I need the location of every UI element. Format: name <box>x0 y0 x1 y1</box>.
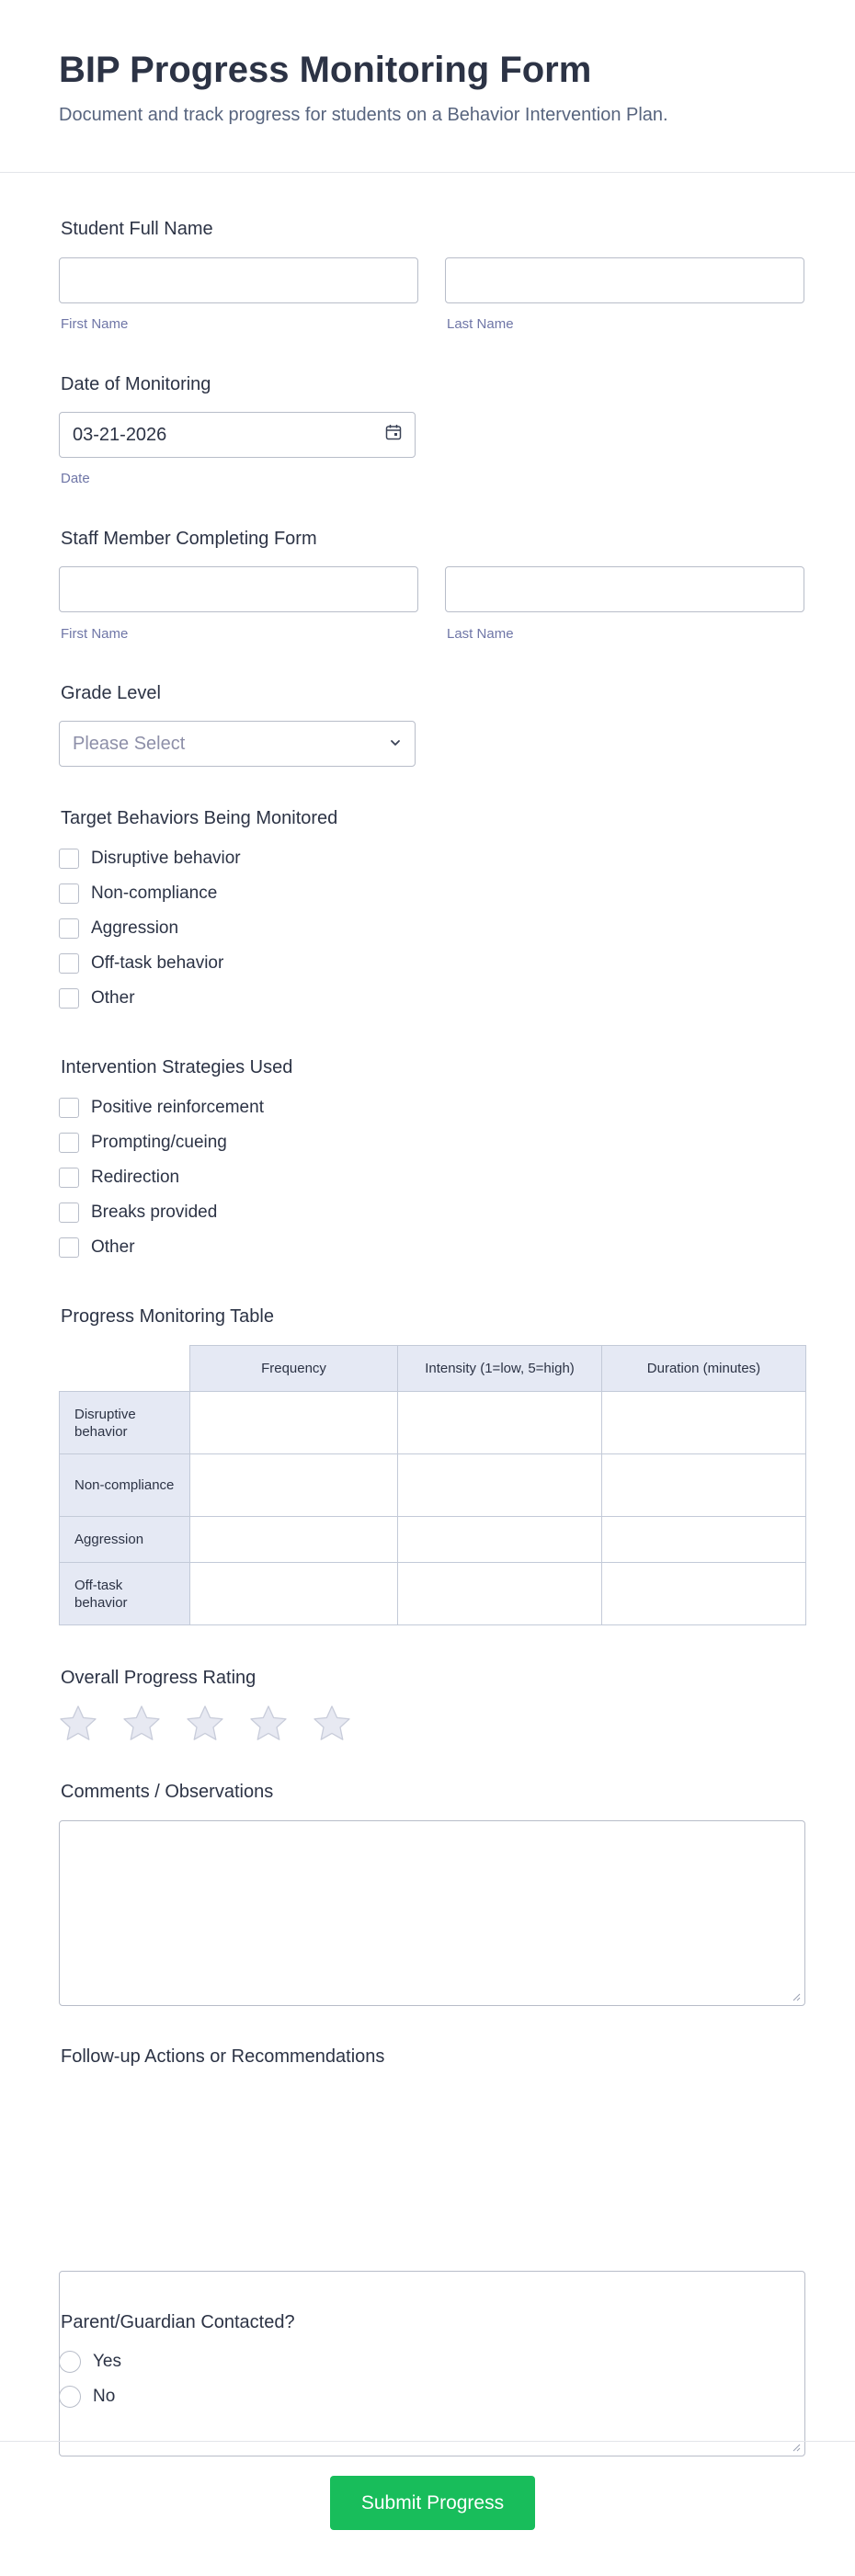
table-corner <box>60 1346 190 1392</box>
staff-name-label: Staff Member Completing Form <box>61 529 317 549</box>
table-row <box>60 1454 806 1517</box>
checkbox[interactable] <box>59 1237 79 1258</box>
date-value: 03-21-2026 <box>73 424 167 445</box>
column-header: Duration (minutes) <box>602 1346 806 1392</box>
checkbox[interactable] <box>59 1203 79 1223</box>
option-label: Yes <box>93 2352 121 2371</box>
progress-table-label: Progress Monitoring Table <box>61 1306 274 1327</box>
option-label: Prompting/cueing <box>91 1133 227 1152</box>
table-row <box>60 1392 806 1454</box>
staff-last-name-input[interactable] <box>445 566 804 612</box>
star-rating <box>59 1704 376 1743</box>
grade-select[interactable] <box>59 721 416 767</box>
table-cell-input[interactable] <box>398 1454 602 1517</box>
radio-option-yes[interactable] <box>59 2344 121 2379</box>
grade-placeholder: Please Select <box>73 733 186 754</box>
checkbox[interactable] <box>59 883 79 904</box>
star-icon[interactable] <box>122 1704 161 1743</box>
checkbox[interactable] <box>59 1168 79 1188</box>
comments-textarea[interactable] <box>59 1820 805 2006</box>
table-cell-input[interactable] <box>602 1563 806 1625</box>
student-last-name-input[interactable] <box>445 257 804 303</box>
table-cell-input[interactable] <box>190 1517 398 1563</box>
option-label: Redirection <box>91 1168 180 1187</box>
comments-label: Comments / Observations <box>61 1782 274 1802</box>
option-label: Other <box>91 988 135 1008</box>
row-header: Off-task behavior <box>60 1563 190 1625</box>
parent-contacted-label: Parent/Guardian Contacted? <box>61 2312 295 2332</box>
checkbox[interactable] <box>59 988 79 1009</box>
resize-handle-icon[interactable] <box>792 2443 801 2452</box>
rating-label: Overall Progress Rating <box>61 1668 256 1688</box>
row-header: Non-compliance <box>60 1454 190 1517</box>
footer-divider <box>0 2441 855 2442</box>
followup-label: Follow-up Actions or Recommendations <box>61 2046 385 2067</box>
staff-first-name-sublabel: First Name <box>61 626 129 642</box>
option-label: Aggression <box>91 918 179 938</box>
radio-button[interactable] <box>59 2351 81 2373</box>
staff-last-name-sublabel: Last Name <box>447 626 514 642</box>
option-label: Disruptive behavior <box>91 849 241 868</box>
row-header: Disruptive behavior <box>60 1392 190 1454</box>
table-cell-input[interactable] <box>602 1392 806 1454</box>
row-header: Aggression <box>60 1517 190 1563</box>
calendar-icon[interactable] <box>385 424 402 446</box>
target-behaviors-label: Target Behaviors Being Monitored <box>61 808 338 828</box>
strategies-list <box>59 1090 264 1265</box>
table-cell-input[interactable] <box>602 1517 806 1563</box>
star-icon[interactable] <box>59 1704 97 1743</box>
table-cell-input[interactable] <box>602 1454 806 1517</box>
table-cell-input[interactable] <box>190 1563 398 1625</box>
star-icon[interactable] <box>186 1704 224 1743</box>
target-behavior-option[interactable] <box>59 946 241 981</box>
student-name-label: Student Full Name <box>61 219 213 239</box>
table-row <box>60 1563 806 1625</box>
strategy-option[interactable] <box>59 1195 264 1230</box>
chevron-down-icon <box>389 734 402 755</box>
table-cell-input[interactable] <box>398 1517 602 1563</box>
progress-table <box>59 1345 806 1625</box>
checkbox[interactable] <box>59 918 79 939</box>
option-label: Breaks provided <box>91 1203 218 1222</box>
submit-button[interactable]: Submit Progress <box>330 2476 535 2530</box>
student-last-name-sublabel: Last Name <box>447 316 514 332</box>
option-label: Non-compliance <box>91 883 218 903</box>
option-label: Off-task behavior <box>91 953 224 973</box>
strategy-option[interactable] <box>59 1090 264 1125</box>
option-label: No <box>93 2387 116 2406</box>
strategy-option[interactable] <box>59 1230 264 1265</box>
student-first-name-input[interactable] <box>59 257 418 303</box>
star-icon[interactable] <box>249 1704 288 1743</box>
column-header: Intensity (1=low, 5=high) <box>398 1346 602 1392</box>
table-cell-input[interactable] <box>398 1563 602 1625</box>
resize-handle-icon[interactable] <box>792 1992 801 2001</box>
target-behavior-option[interactable] <box>59 911 241 946</box>
date-input[interactable] <box>59 412 416 458</box>
checkbox[interactable] <box>59 1098 79 1118</box>
column-header: Frequency <box>190 1346 398 1392</box>
checkbox[interactable] <box>59 1133 79 1153</box>
strategy-option[interactable] <box>59 1160 264 1195</box>
grade-label: Grade Level <box>61 683 161 703</box>
checkbox[interactable] <box>59 953 79 974</box>
target-behavior-option[interactable] <box>59 876 241 911</box>
table-cell-input[interactable] <box>398 1392 602 1454</box>
target-behavior-option[interactable] <box>59 841 241 876</box>
date-sublabel: Date <box>61 471 90 486</box>
date-label: Date of Monitoring <box>61 374 211 394</box>
form-subtitle: Document and track progress for students on a Behavior Intervention Plan. <box>59 105 668 125</box>
checkbox[interactable] <box>59 849 79 869</box>
option-label: Other <box>91 1237 135 1257</box>
table-cell-input[interactable] <box>190 1454 398 1517</box>
followup-textarea[interactable] <box>59 2271 805 2456</box>
radio-option-no[interactable] <box>59 2379 121 2414</box>
staff-first-name-input[interactable] <box>59 566 418 612</box>
parent-contacted-options <box>59 2344 121 2414</box>
target-behaviors-list <box>59 841 241 1016</box>
form-title: BIP Progress Monitoring Form <box>59 50 592 90</box>
table-cell-input[interactable] <box>190 1392 398 1454</box>
target-behavior-option[interactable] <box>59 981 241 1016</box>
table-row <box>60 1517 806 1563</box>
star-icon[interactable] <box>313 1704 351 1743</box>
radio-button[interactable] <box>59 2386 81 2408</box>
option-label: Positive reinforcement <box>91 1098 264 1117</box>
student-first-name-sublabel: First Name <box>61 316 129 332</box>
strategies-label: Intervention Strategies Used <box>61 1057 293 1077</box>
strategy-option[interactable] <box>59 1125 264 1160</box>
